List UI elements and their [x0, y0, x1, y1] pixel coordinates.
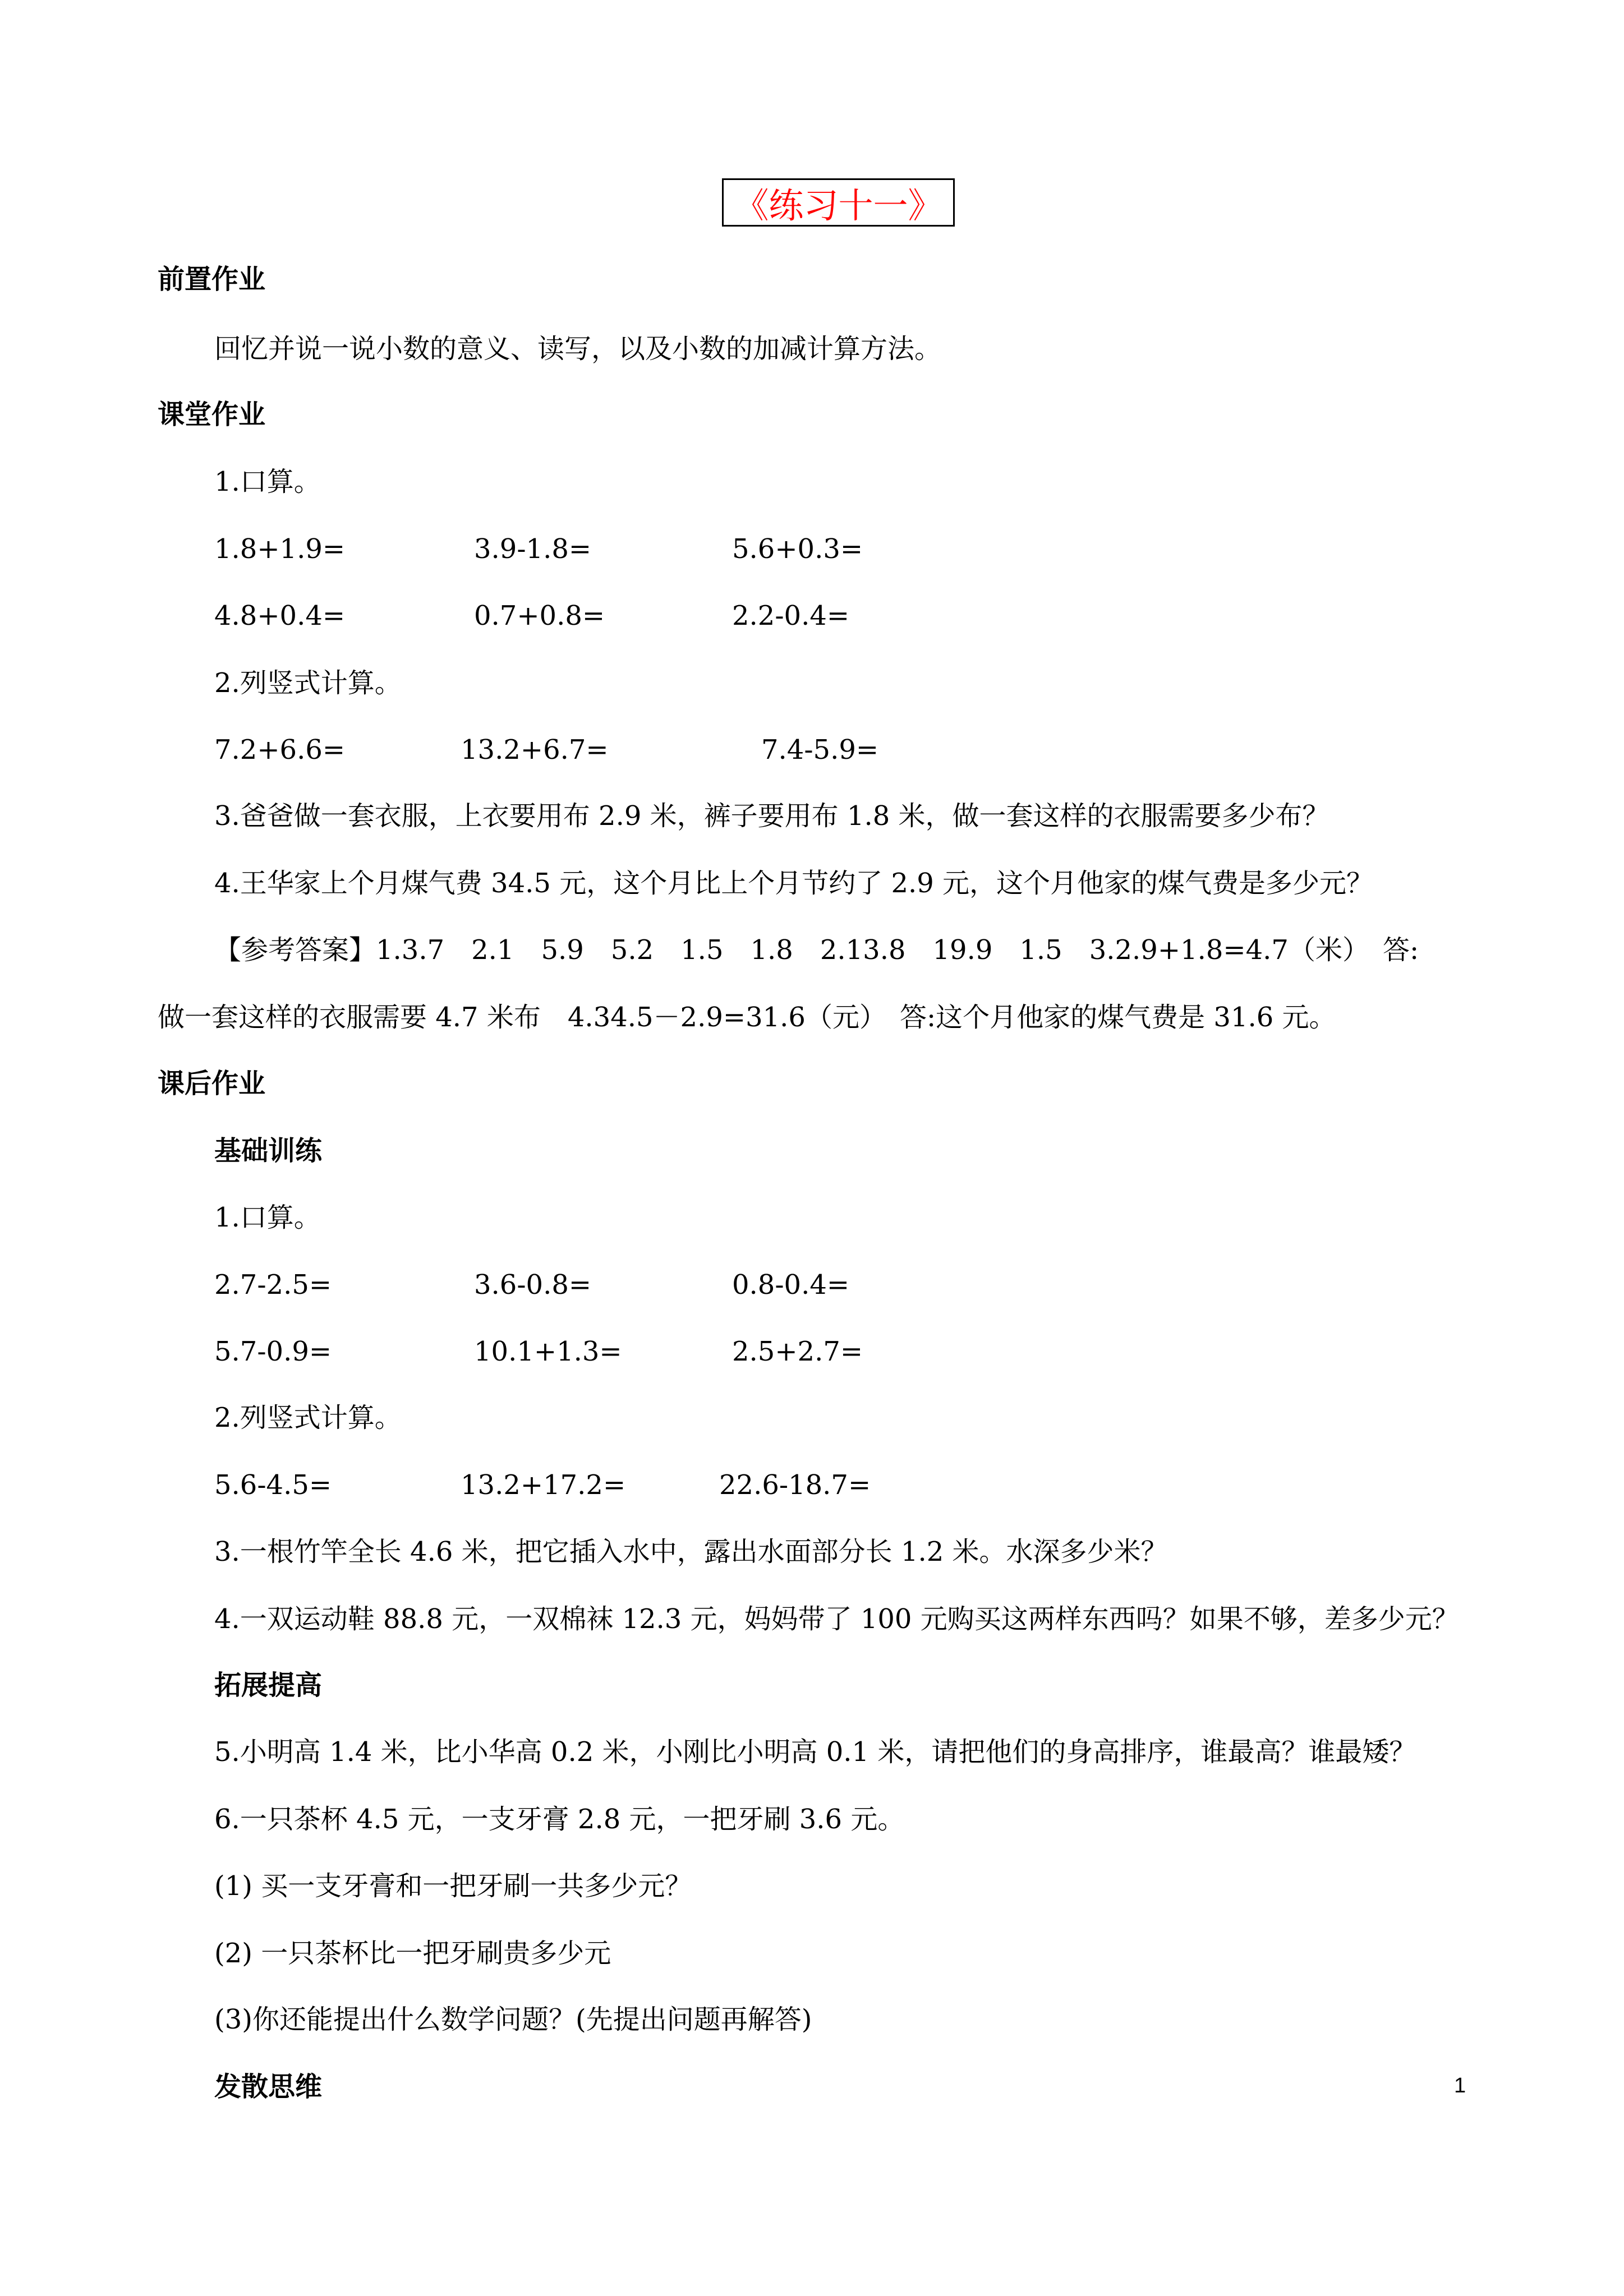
after-q2-item: 5.6-4.5= [214, 1469, 332, 1501]
class-q2-item: 7.2+6.6= [214, 734, 346, 766]
page-title: 《练习十一》 [734, 185, 943, 226]
page-number: 1 [1454, 2074, 1466, 2097]
class-q4: 4.王华家上个月煤气费 34.5 元，这个月比上个月节约了 2.9 元，这个月他家的煤气费是多少元？ [214, 868, 1374, 899]
after-q1-item: 3.6-0.8= [474, 1269, 592, 1301]
section-heading-class: 课堂作业 [158, 399, 266, 430]
class-q2-item: 13.2+6.7= [461, 734, 609, 766]
class-q1-item: 2.2-0.4= [732, 600, 850, 631]
after-q1: 1.口算。 [214, 1202, 321, 1233]
after-q2-item: 13.2+17.2= [461, 1469, 626, 1501]
title-box [722, 178, 955, 227]
answer-line-1: 【参考答案】1.3.7 2.1 5.9 5.2 1.5 1.8 2.13.8 19.9 1.5 3.2.9+1.8=4.7（米） 答: [214, 934, 1419, 966]
after-q6-part-1: (1) 买一支牙膏和一把牙刷一共多少元？ [214, 1870, 692, 1902]
answer-line-2: 做一套这样的衣服需要 4.7 米布 4.34.5－2.9=31.6（元） 答:这个月他家的煤气费是 31.6 元。 [158, 1002, 1336, 1033]
after-q6-part-2: (2) 一只茶杯比一把牙刷贵多少元 [214, 1938, 611, 1969]
section-heading-after: 课后作业 [158, 1068, 266, 1099]
after-q1-item: 10.1+1.3= [474, 1336, 622, 1367]
subheading-divergent: 发散思维 [214, 2071, 323, 2103]
after-q1-item: 2.5+2.7= [732, 1336, 863, 1367]
after-q2: 2.列竖式计算。 [214, 1402, 402, 1433]
class-q1-item: 1.8+1.9= [214, 533, 346, 565]
after-q3: 3.一根竹竿全长 4.6 米，把它插入水中，露出水面部分长 1.2 米。水深多少米？ [214, 1536, 1168, 1567]
class-q1-item: 0.7+0.8= [474, 600, 605, 631]
class-q1-item: 3.9-1.8= [474, 533, 592, 565]
subheading-basic: 基础训练 [214, 1135, 323, 1167]
class-q1-item: 4.8+0.4= [214, 600, 346, 631]
subheading-extend: 拓展提高 [214, 1670, 323, 1701]
after-q6-part-3: (3)你还能提出什么数学问题？(先提出问题再解答) [214, 2004, 812, 2035]
class-q1-item: 5.6+0.3= [732, 533, 863, 565]
after-q5: 5.小明高 1.4 米，比小华高 0.2 米，小刚比小明高 0.1 米，请把他们的身高排序，谁最高？谁最矮？ [214, 1736, 1416, 1768]
class-q2-item: 7.4-5.9= [761, 734, 879, 766]
after-q2-item: 22.6-18.7= [719, 1469, 871, 1501]
after-q1-item: 0.8-0.4= [732, 1269, 850, 1301]
class-q3: 3.爸爸做一套衣服，上衣要用布 2.9 米，裤子要用布 1.8 米，做一套这样的衣服需要多少布？ [214, 800, 1329, 832]
pre-text: 回忆并说一说小数的意义、读写，以及小数的加减计算方法。 [214, 333, 942, 365]
after-q1-item: 5.7-0.9= [214, 1336, 332, 1367]
after-q6: 6.一只茶杯 4.5 元，一支牙膏 2.8 元，一把牙刷 3.6 元。 [214, 1804, 905, 1835]
after-q1-item: 2.7-2.5= [214, 1269, 332, 1301]
after-q4: 4.一双运动鞋 88.8 元，一双棉袜 12.3 元，妈妈带了 100 元购买这两样东西吗？如果不够，差多少元？ [214, 1603, 1459, 1635]
class-q1: 1.口算。 [214, 466, 321, 497]
class-q2: 2.列竖式计算。 [214, 667, 402, 699]
section-heading-pre: 前置作业 [158, 264, 266, 295]
